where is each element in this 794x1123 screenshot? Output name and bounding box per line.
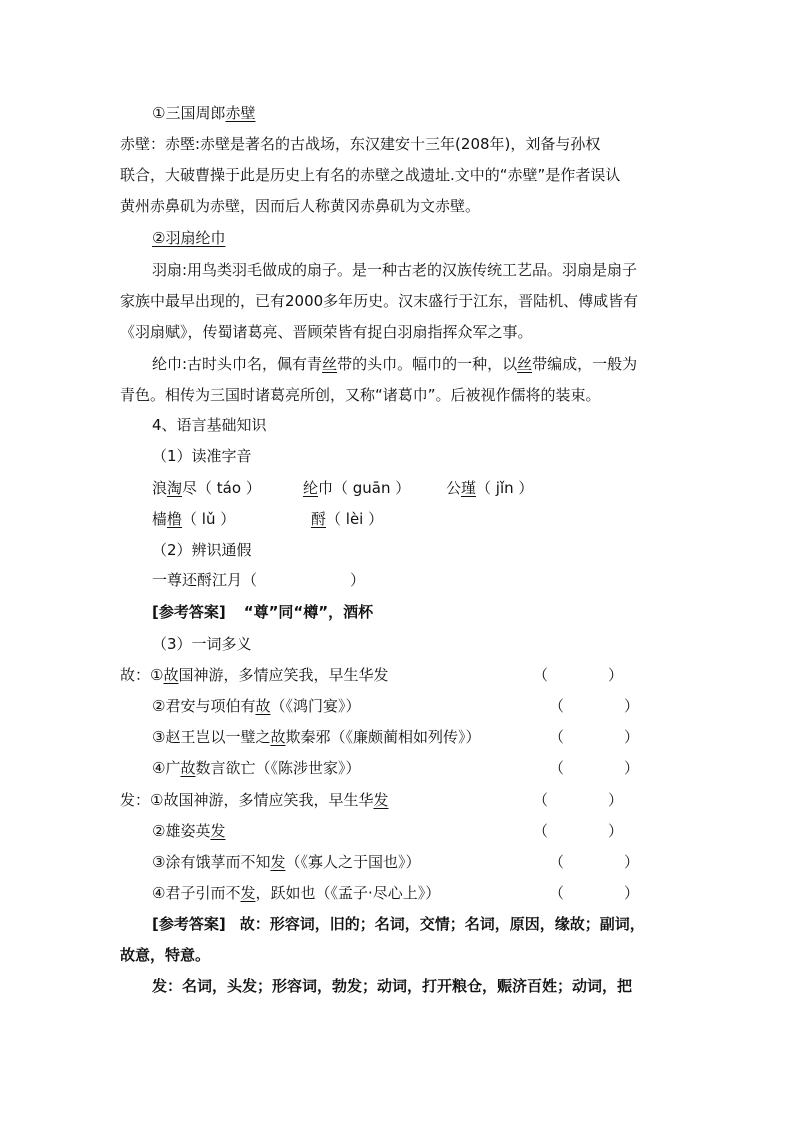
- answer-3-line1: [参考答案] 故：形容词，旧的；名词，交情；名词，原因，缘故；副词，: [152, 915, 645, 933]
- s1-label-underlined: 赤壁: [225, 104, 256, 122]
- pron-item-1: 浪淘尽（ táo ）: [152, 479, 261, 497]
- s4-heading: 4、语言基础知识: [152, 416, 267, 434]
- s2-p2-line1: 纶巾:古时头巾名，佩有青丝带的头巾。幅巾的一种，以丝带编成，一般为: [152, 355, 638, 373]
- gu-blank-3-open: （: [549, 728, 565, 746]
- s4-q2-close: ）: [350, 571, 366, 589]
- pron-item-3: 公瑾（ jǐn ）: [446, 479, 534, 497]
- s2-p1-line3: 《羽扇赋》，传蜀诸葛亮、晋顾荣皆有捉白羽扇指挥众军之事。: [120, 323, 533, 341]
- s1-label: ①三国周郎赤壁: [152, 104, 256, 122]
- s1-para-line2: 联合，大破曹操于此是历史上有名的赤壁之战遗址.文中的“赤壁”是作者误认: [120, 166, 621, 184]
- s2-p2-line2: 青色。相传为三国时诸葛亮所创，又称“诸葛巾”。后被视作儒将的装束。: [120, 386, 601, 404]
- fa-blank-3-open: （: [549, 853, 565, 871]
- gu-item-3: ③赵王岂以一璧之故欺秦邪（《廉颇蔺相如列传》）: [152, 728, 481, 746]
- s2-label: ②羽扇纶巾: [152, 229, 226, 247]
- s4-sub3: （3）一词多义: [152, 635, 252, 653]
- fa-item-4: ④君子引而不发，跃如也（《孟子·尽心上》）: [152, 884, 441, 902]
- fa-blank-1-open: （: [533, 791, 549, 809]
- s1-para-line1: 赤壁：赤塈:赤壁是著名的古战场，东汉建安十三年(208年)，刘备与孙权: [120, 135, 601, 153]
- s4-q2: 一尊还酹江月（: [152, 571, 258, 589]
- answer-3-line3: 发：名词，头发；形容词，勃发；动词，打开粮仓，赈济百姓；动词，把: [152, 977, 633, 995]
- gu-blank-3-close: ）: [624, 728, 640, 746]
- gu-blank-2-open: （: [549, 697, 565, 715]
- gu-blank-4-close: ）: [624, 759, 640, 777]
- pron-item-4: 樯橹（ lǔ ）: [152, 510, 236, 528]
- s4-sub2: （2）辨识通假: [152, 541, 252, 559]
- s1-para-line3: 黄州赤鼻矶为赤壁，因而后人称黄冈赤鼻矶为文赤壁。: [120, 197, 481, 215]
- s4-sub1: （1）读准字音: [152, 447, 252, 465]
- gu-blank-2-close: ）: [624, 697, 640, 715]
- fa-blank-1-close: ）: [608, 791, 624, 809]
- fa-blank-4-open: （: [549, 884, 565, 902]
- s2-p1-line1: 羽扇:用鸟类羽毛做成的扇子。是一种古老的汉族传统工艺品。羽扇是扇子: [152, 261, 638, 279]
- gu-item-2: ②君安与项伯有故（《鸿门宴》）: [152, 697, 361, 715]
- gu-blank-4-open: （: [549, 759, 565, 777]
- gu-item-4: ④广故数言欲亡（《陈涉世家》）: [152, 759, 361, 777]
- gu-item-1: 故：①故国神游，多情应笑我，早生华发: [120, 666, 389, 684]
- answer-2: [参考答案] “尊”同“樽”，酒杯: [152, 603, 374, 621]
- fa-blank-4-close: ）: [624, 884, 640, 902]
- pron-item-2: 纶巾（ guān ）: [303, 479, 411, 497]
- s2-p1-line2: 家族中最早出现的，已有2000多年历史。汉末盛行于江东，晋陆机、傅咸皆有: [120, 292, 639, 310]
- fa-blank-3-close: ）: [624, 853, 640, 871]
- gu-blank-1-close: ）: [608, 666, 624, 684]
- fa-blank-2-close: ）: [608, 822, 624, 840]
- pron-item-5: 酹（ lèi ）: [311, 510, 384, 528]
- fa-item-3: ③涂有饿莩而不知发（《寡人之于国也》）: [152, 853, 421, 871]
- fa-blank-2-open: （: [533, 822, 549, 840]
- gu-blank-1-open: （: [533, 666, 549, 684]
- fa-item-1: 发：①故国神游，多情应笑我，早生华发: [120, 791, 389, 809]
- answer-3-line2: 故意，特意。: [120, 946, 211, 964]
- fa-item-2: ②雄姿英发: [152, 822, 226, 840]
